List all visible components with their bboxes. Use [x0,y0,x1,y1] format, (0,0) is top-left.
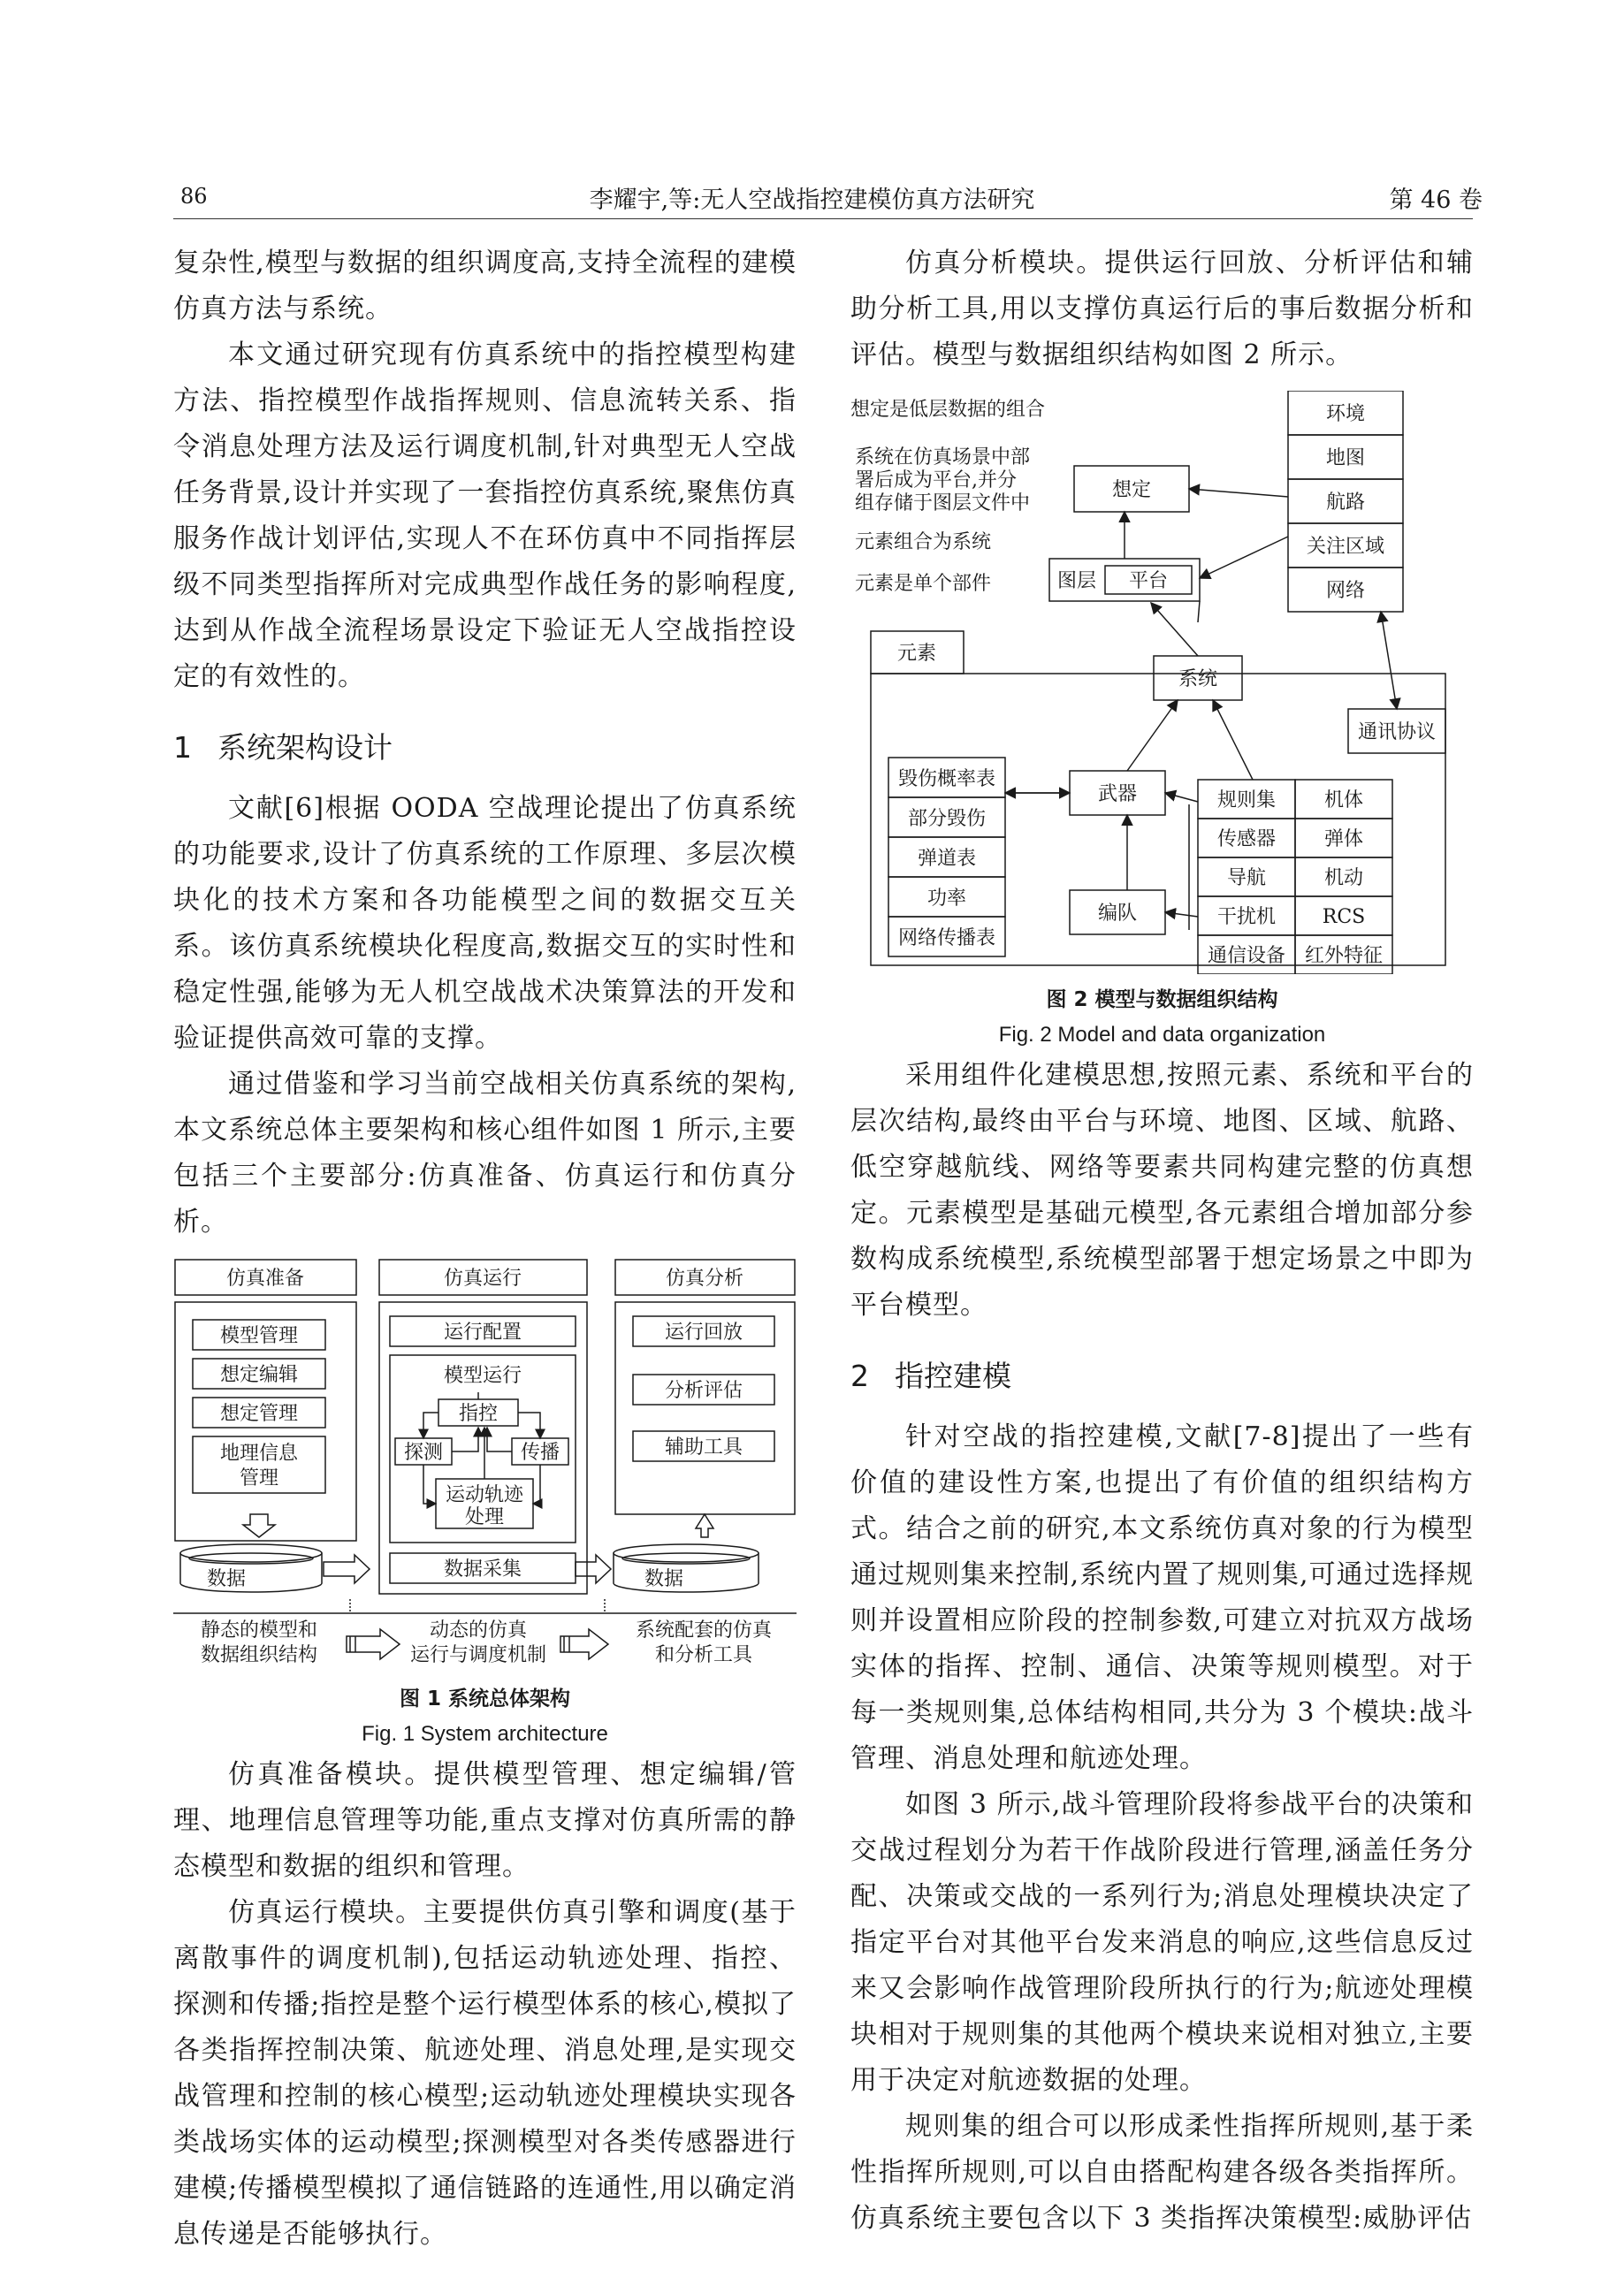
run-motion-line2: 处理 [464,1506,505,1528]
sys-item: 导航 [1226,867,1267,889]
env-item: 关注区域 [1306,536,1385,558]
section-heading [850,1353,1474,1395]
weapon-item: 毁伤概率表 [897,768,996,790]
sys-item: 干扰机 [1216,906,1277,928]
prep-geo-line2: 管理 [239,1467,279,1489]
element-box: 元素 [896,643,937,665]
system-architecture-diagram [173,1258,797,1673]
formation-box: 编队 [1097,903,1138,925]
figure-1 [173,1258,797,1747]
weapon-item: 部分毁伤 [907,808,987,830]
env-item: 航路 [1325,491,1366,514]
note: 系统在仿真场景中部 [855,446,1031,469]
section-heading [173,725,797,766]
env-item: 网络 [1325,580,1366,602]
volume-label: 第 46 卷 [1389,187,1483,214]
left-column [173,240,797,2258]
prep-item: 想定编辑 [219,1364,299,1386]
system-box: 系统 [1178,668,1218,690]
weapon-item: 网络传播表 [897,927,996,949]
paragraph: 本文通过研究现有仿真系统中的指控模型构建方法、指控模型作战指挥规则、信息流转关系、指令消息处理方法及运行调度机制,针对典型无人空战任务背景,设计并实现了一套指控仿真系统,聚焦仿真服务作战计划评估,实现人不在环仿真中不同指挥层级不同类型指挥所对完成典型作战任务的影响程度,达到从作战全流程场景设定下验证无人空战指控设定的有效性的。 [173,339,797,692]
scenario-box: 想定 [1111,479,1152,501]
section-title: 指控建模 [895,1359,1011,1393]
ana-item: 分析评估 [664,1380,743,1402]
running-title: 李耀宇,等:无人空战指控建模仿真方法研究 [589,187,1035,214]
section-number: 2 [850,1359,869,1393]
figure-caption-en: Fig. 2 Model and data organization [998,1023,1326,1047]
note: 组存储于图层文件中 [855,492,1031,514]
platform-box: 平台 [1128,570,1169,592]
run-config: 运行配置 [443,1322,522,1344]
paragraph: 如图 3 所示,战斗管理阶段将参战平台的决策和交战过程划分为若干作战阶段进行管理,涵盖任务分配、决策或交战的一系列行为;消息处理模块决定了指定平台对其他平台发来消息的响应,这些信息反过来又会影响作战管理阶段所执行的行为;航迹处理模块相对于规则集的其他两个模块来说相对独立,主要用于决定对航迹数据的处理。 [850,1789,1474,2096]
prep-item: 想定管理 [219,1403,299,1425]
bottom-label: 系统配套的仿真 [635,1619,773,1642]
ana-item: 运行回放 [664,1322,743,1344]
bottom-label: 运行与调度机制 [409,1644,547,1666]
paragraph: 针对空战的指控建模,文献[7-8]提出了一些有价值的建设性方案,也提出了有价值的组织结构方式。结合之前的研究,本文系统仿真对象的行为模型通过规则集来控制,系统内置了规则集,可通过选择规则并设置相应阶段的控制参数,可建立对抗双方战场实体的指挥、控制、通信、决策等规则模型。对于每一类规则集,总体结构相同,共分为 3 个模块:战斗管理、消息处理和航迹处理。 [850,1421,1474,1774]
sys-item: 通信设备 [1207,945,1286,967]
paragraph: 规则集的组合可以形成柔性指挥所规则,基于柔性指挥所规则,可以自由搭配构建各级各类指挥所。仿真系统主要包含以下 3 类指挥决策模型:威胁评估 [850,2111,1474,2234]
figure-caption-cn: 图 1 系统总体架构 [399,1688,571,1710]
sys-item: 弹体 [1323,828,1364,850]
paragraph: 仿真分析模块。提供运行回放、分析评估和辅助分析工具,用以支撑仿真运行后的事后数据分析和评估。模型与数据组织结构如图 2 所示。 [850,248,1474,370]
bottom-label: 数据组织结构 [200,1644,318,1666]
weapon-box: 武器 [1097,783,1138,805]
sys-item: 传感器 [1216,828,1277,850]
paragraph: 采用组件化建模思想,按照元素、系统和平台的层次结构,最终由平台与环境、地图、区域、航路、低空穿越航线、网络等要素共同构建完整的仿真想定。元素模型是基础元模型,各元素组合增加部分参数构成系统模型,系统模型部署于想定场景之中即为平台模型。 [850,1060,1474,1321]
run-title: 仿真运行 [443,1268,522,1290]
data-label: 数据 [206,1568,247,1590]
ana-title: 仿真分析 [665,1268,744,1290]
sys-item: 红外特征 [1304,945,1384,967]
run-command: 指控 [458,1403,499,1425]
note: 元素组合为系统 [855,531,992,553]
prep-item: 模型管理 [219,1325,299,1347]
env-item: 环境 [1325,403,1366,425]
section-title: 系统架构设计 [217,730,393,765]
env-item: 地图 [1325,447,1366,469]
run-collect: 数据采集 [443,1558,522,1581]
model-data-organization-diagram [850,391,1474,974]
figure-caption-cn: 图 2 模型与数据组织结构 [1046,988,1278,1011]
paragraph: 仿真运行模块。主要提供仿真引擎和调度(基于离散事件的调度机制),包括运动轨迹处理、指控、探测和传播;指控是整个运行模型体系的核心,模拟了各类指挥控制决策、航迹处理、消息处理,是实现交战管理和控制的核心模型;运动轨迹处理模块实现各类战场实体的运动模型;探测模型对各类传感器进行建模;传播模型模拟了通信链路的连通性,用以确定消息传递是否能够执行。 [173,1897,797,2250]
bottom-label: 动态的仿真 [429,1619,528,1642]
figure-2 [850,391,1474,1048]
weapon-item: 功率 [926,888,967,910]
weapon-item: 弹道表 [917,848,977,870]
ana-item: 辅助工具 [664,1436,743,1459]
run-motion-line1: 运动轨迹 [445,1484,524,1506]
note: 想定是低层数据的组合 [850,399,1046,421]
paragraph: 通过借鉴和学习当前空战相关仿真系统的架构,本文系统总体主要架构和核心组件如图 1 所示,主要包括三个主要部分:仿真准备、仿真运行和仿真分析。 [173,1069,797,1238]
note: 署后成为平台,并分 [855,469,1017,491]
right-column [850,240,1474,2242]
layer-box: 图层 [1056,570,1097,592]
header-rule [173,218,1473,219]
note: 元素是单个部件 [855,573,992,595]
figure-caption-en: Fig. 1 System architecture [362,1722,608,1746]
data-label: 数据 [644,1568,684,1590]
comm-box: 通讯协议 [1357,721,1437,743]
run-model: 模型运行 [443,1365,522,1387]
bottom-label: 静态的模型和 [200,1619,318,1642]
paragraph: 复杂性,模型与数据的组织调度高,支持全流程的建模仿真方法与系统。 [173,248,797,324]
run-propagate: 传播 [520,1442,560,1464]
page-number: 86 [180,184,208,209]
prep-title: 仿真准备 [225,1268,305,1290]
prep-geo-line1: 地理信息 [219,1443,299,1465]
section-number: 1 [173,730,192,765]
sys-item: 规则集 [1216,789,1277,811]
paragraph: 仿真准备模块。提供模型管理、想定编辑/管理、地理信息管理等功能,重点支撑对仿真所需的静态模型和数据的组织和管理。 [173,1759,797,1882]
run-detect: 探测 [403,1442,444,1464]
sys-item: RCS [1322,906,1366,928]
paragraph: 文献[6]根据 OODA 空战理论提出了仿真系统的功能要求,设计了仿真系统的工作原理、多层次模块化的技术方案和各功能模型之间的数据交互关系。该仿真系统模块化程度高,数据交互的实时性和稳定性强,能够为无人机空战战术决策算法的开发和验证提供高效可靠的支撑。 [173,793,797,1054]
sys-item: 机动 [1323,867,1364,889]
sys-item: 机体 [1323,789,1364,811]
bottom-label: 和分析工具 [654,1644,753,1666]
